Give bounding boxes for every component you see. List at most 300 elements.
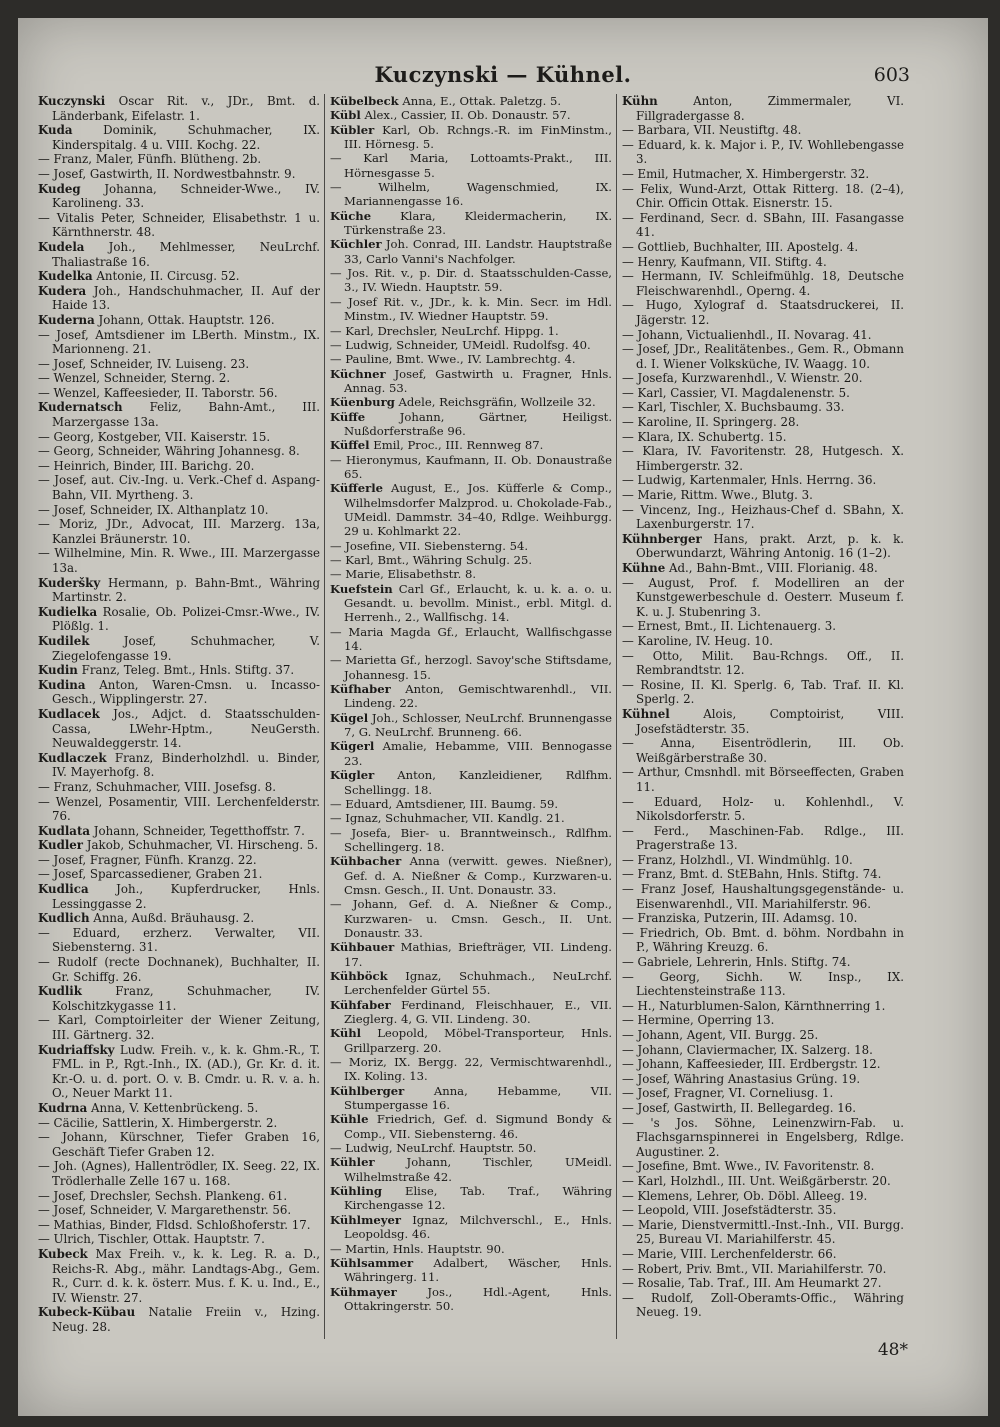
directory-entry <box>622 503 904 532</box>
entry-text: — Karoline, IV. Heug. 10. <box>622 633 774 648</box>
directory-entry <box>330 1242 612 1256</box>
directory-entry <box>330 1213 612 1242</box>
entry-text: — Johann, Claviermacher, IX. Salzerg. 18. <box>622 1042 873 1057</box>
entry-text: — Wenzel, Posamentir, VIII. Lerchenfelderstr. 76. <box>38 794 320 824</box>
directory-entry <box>330 711 612 740</box>
directory-entry <box>38 211 320 240</box>
entry-text: — Josef, Amtsdiener im LBerth. Minstm., IX. Marionneng. 21. <box>38 327 320 357</box>
entry-text: — Felix, Wund-Arzt, Ottak Ritterg. 18. (2–4), Chir. Officin Ottak. Eisnerstr. 15. <box>622 181 904 211</box>
directory-entry <box>38 444 320 459</box>
entry-text: — Ernest, Bmt., II. Lichtenauerg. 3. <box>622 619 837 634</box>
entry-surname: Kudielka <box>38 604 98 619</box>
directory-entry <box>330 1184 612 1213</box>
directory-entry <box>38 1247 320 1305</box>
entry-surname: Kudela <box>38 239 85 254</box>
directory-entry <box>38 576 320 605</box>
entry-text: Ignaz, Milchverschl., E., Hnls. Leopoldsg. 46. <box>344 1212 612 1242</box>
entry-text: — Friedrich, Ob. Bmt. d. böhm. Nordbahn in P., Währing Kreuzg. 6. <box>622 925 904 955</box>
directory-entry <box>622 795 904 824</box>
entry-text: Jos., Hdl.-Agent, Hnls. Ottakringerstr. 50. <box>344 1284 612 1313</box>
directory-entry <box>622 1291 904 1320</box>
directory-entry <box>38 838 320 853</box>
entry-text: Carl Gf., Erlaucht, k. u. k. a. o. u. Gesandt. u. bevollm. Minist., erbl. Mitgl. d. Herrenh., 2., Wallfischg. 14. <box>344 581 612 625</box>
entry-text: — Josef, aut. Civ.-Ing. u. Verk.-Chef d. Aspang-Bahn, VII. Myrtheng. 3. <box>38 473 320 503</box>
entry-text: Jakob, Schuhmacher, VI. Hirscheng. 5. <box>86 838 319 853</box>
entry-text: Emil, Proc., III. Rennweg 87. <box>373 438 544 453</box>
directory-entry <box>38 867 320 882</box>
entry-text: — Josef, Schneider, IX. Althanplatz 10. <box>38 502 269 517</box>
entry-text: — Karl Maria, Lottoamts-Prakt., III. Hörnesgasse 5. <box>330 151 612 180</box>
entry-text: — Josef, Fragner, VI. Corneliusg. 1. <box>622 1086 834 1101</box>
entry-text: Anton, Gemischtwarenhdl., VII. Lindeng. 22. <box>344 682 612 711</box>
entry-text: — Gabriele, Lehrerin, Hnls. Stiftg. 74. <box>622 955 851 970</box>
entry-text: Anna, E., Ottak. Paletzg. 5. <box>402 94 562 108</box>
entry-text: — Leopold, VIII. Josefstädterstr. 35. <box>622 1203 837 1218</box>
entry-text: Natalie Freiin v., Hzing. Neug. 28. <box>52 1305 320 1334</box>
entry-text: — Jos. Rit. v., p. Dir. d. Staatsschulden-Casse, 3., IV. Wiedn. Hauptstr. 59. <box>330 266 612 295</box>
directory-entry <box>330 582 612 625</box>
directory-entry <box>330 338 612 352</box>
entry-text: — Karl, Drechsler, NeuLrchf. Hippg. 1. <box>330 323 559 338</box>
entry-text: Anna, V. Kettenbrückeng. 5. <box>91 1100 259 1115</box>
directory-entry <box>330 1285 612 1314</box>
entry-text: — Josef, Drechsler, Sechsh. Plankeng. 61. <box>38 1188 288 1203</box>
entry-text: — Georg, Sichh. W. Insp., IX. Liechtensteinstraße 113. <box>622 969 904 999</box>
directory-entry <box>38 707 320 751</box>
entry-text: — Moriz, JDr., Advocat, III. Marzerg. 13a, Kanzlei Bräunerstr. 10. <box>38 517 320 546</box>
directory-entry <box>622 240 904 255</box>
entry-text: Joh., Kupferdrucker, Hnls. Lessinggasse 2. <box>52 882 320 911</box>
entry-text: — Johann, Kaffeesieder, III. Erdbergstr. 12. <box>622 1057 881 1072</box>
entry-surname: Küchner <box>330 366 386 381</box>
directory-entry <box>330 395 612 409</box>
entry-text: Anton, Waren-Cmsn. u. Incasso-Gesch., Wipplingerstr. 27. <box>52 677 320 707</box>
column-divider <box>324 94 325 1339</box>
directory-entry <box>330 567 612 581</box>
entry-text: — Josef, Gastwirth, II. Bellegardeg. 16. <box>622 1100 857 1115</box>
entry-text: — Marie, Rittm. Wwe., Blutg. 3. <box>622 488 813 503</box>
entry-text: — Marie, Elisabethstr. 8. <box>330 567 477 582</box>
entry-text: — Pauline, Bmt. Wwe., IV. Lambrechtg. 4. <box>330 352 576 367</box>
directory-entry <box>622 955 904 970</box>
entry-surname: Küenburg <box>330 395 395 410</box>
entry-text: — Arthur, Cmsnhdl. mit Börseeffecten, Graben 11. <box>622 765 904 794</box>
directory-entry <box>330 682 612 711</box>
directory-entry <box>330 481 612 538</box>
entry-text: — Josef, Fragner, Fünfh. Kranzg. 22. <box>38 852 257 867</box>
entry-surname: Küffel <box>330 438 370 453</box>
directory-entry <box>330 553 612 567</box>
entry-surname: Kühbacher <box>330 854 402 869</box>
directory-entry <box>330 897 612 940</box>
directory-entry <box>38 955 320 984</box>
entry-text: Josef, Gastwirth u. Fragner, Hnls. Annag. 53. <box>344 366 612 395</box>
directory-entry <box>330 123 612 152</box>
entry-text: Alex., Cassier, II. Ob. Donaustr. 57. <box>364 108 571 123</box>
entry-text: — Josefine, Bmt. Wwe., IV. Favoritenstr. 8. <box>622 1159 875 1174</box>
directory-entry <box>330 108 612 122</box>
directory-entry <box>38 853 320 868</box>
page-header <box>18 62 988 92</box>
entry-text: — Ludwig, Schneider, UMeidl. Rudolfsg. 40. <box>330 337 591 352</box>
entry-text: Hans, prakt. Arzt, p. k. k. Oberwundarzt, Währing Antonig. 16 (1–2). <box>636 531 904 561</box>
directory-entry <box>330 1055 612 1084</box>
directory-entry <box>38 1305 320 1334</box>
entry-text: — Franz, Bmt. d. StEBahn, Hnls. Stiftg. 74. <box>622 867 882 882</box>
entry-text: Johann, Schneider, Tegetthoffstr. 7. <box>93 823 305 838</box>
directory-entry <box>38 1043 320 1101</box>
entry-text: — Josefine, VII. Siebensterng. 54. <box>330 538 529 553</box>
entry-surname: Kühler <box>330 1155 375 1170</box>
directory-entry <box>330 739 612 768</box>
directory-entry <box>38 1189 320 1204</box>
directory-entry <box>38 284 320 313</box>
directory-entry <box>330 539 612 553</box>
entry-text: August, E., Jos. Küfferle & Comp., Wilhelmsdorfer Malzprod. u. Chokolade-Fab., UMeidl. Dammstr. 34–40, Rdlge. Weihburgg. 29 u. Kohlmarkt 22. <box>344 481 612 539</box>
directory-column-2 <box>330 94 612 1344</box>
entry-text: — Ulrich, Tischler, Ottak. Hauptstr. 7. <box>38 1232 265 1247</box>
entry-text: Elise, Tab. Traf., Währing Kirchengasse 12. <box>344 1184 612 1213</box>
entry-text: — Karl, Comptoirleiter der Wiener Zeitung, III. Gärtnerg. 32. <box>38 1013 320 1042</box>
entry-surname: Kudelka <box>38 269 93 284</box>
column-divider <box>616 94 617 1339</box>
directory-entry <box>622 1218 904 1247</box>
entry-surname: Kühbauer <box>330 940 395 955</box>
entry-surname: Kudilek <box>38 633 90 648</box>
directory-entry <box>622 1262 904 1277</box>
entry-text: Karl, Ob. Rchngs.-R. im FinMinstm., III. Hörnesg. 5. <box>344 122 612 152</box>
entry-text: — Josef, JDr., Realitätenbes., Gem. R., Obmann d. I. Wiener Volksküche, IV. Waagg. 10. <box>622 342 904 371</box>
directory-entry <box>330 266 612 295</box>
entry-text: Joh., Handschuhmacher, II. Auf der Haide 13. <box>52 283 320 313</box>
entry-surname: Kuczynski <box>38 94 106 108</box>
entry-text: — Anna, Eisentrödlerin, III. Ob. Weißgärberstraße 30. <box>622 736 904 765</box>
directory-entry <box>38 824 320 839</box>
entry-text: Johann, Gärtner, Heiligst. Nußdorferstraße 96. <box>344 409 612 438</box>
directory-entry <box>38 795 320 824</box>
directory-entry <box>38 634 320 663</box>
entry-surname: Kudernatsch <box>38 400 123 415</box>
directory-entry <box>622 1057 904 1072</box>
directory-entry <box>622 1116 904 1160</box>
entry-text: — Marietta Gf., herzogl. Savoy'sche Stiftsdame, Johannesg. 15. <box>330 653 612 682</box>
running-title: Kuczynski — Kühnel. <box>374 62 632 87</box>
entry-surname: Kudlata <box>38 823 91 838</box>
entry-surname: Kühnel <box>622 706 670 721</box>
directory-entry <box>622 926 904 955</box>
sheet-signature: 48* <box>877 1340 908 1360</box>
directory-entry <box>38 269 320 284</box>
directory-entry <box>622 123 904 138</box>
directory-entry <box>330 410 612 439</box>
entry-text: — Eduard, Holz- u. Kohlenhdl., V. Nikolsdorferstr. 5. <box>622 794 904 824</box>
entry-text: — Karl, Cassier, VI. Magdalenenstr. 5. <box>622 385 850 400</box>
directory-entry <box>38 386 320 401</box>
entry-text: Klara, Kleidermacherin, IX. Türkenstraße 23. <box>344 208 612 238</box>
entry-surname: Kühling <box>330 1184 383 1199</box>
entry-surname: Kübl <box>330 108 361 123</box>
entry-text: — Henry, Kaufmann, VII. Stiftg. 4. <box>622 254 827 269</box>
directory-page <box>18 18 988 1416</box>
entry-text: — Wenzel, Kaffeesieder, II. Taborstr. 56. <box>38 385 278 400</box>
entry-surname: Kügler <box>330 768 375 783</box>
entry-surname: Kudeg <box>38 181 81 196</box>
entry-text: — Martin, Hnls. Hauptstr. 90. <box>330 1241 505 1256</box>
entry-text: Adalbert, Wäscher, Hnls. Währingerg. 11. <box>344 1255 612 1285</box>
entry-surname: Kühle <box>330 1112 369 1127</box>
directory-entry <box>38 984 320 1013</box>
entry-text: — Barbara, VII. Neustiftg. 48. <box>622 123 802 138</box>
page-number: 603 <box>873 64 910 86</box>
entry-text: Ignaz, Schuhmach., NeuLrchf. Lerchenfelder Gürtel 55. <box>344 968 612 998</box>
entry-text: — Ignaz, Schuhmacher, VII. Kandlg. 21. <box>330 811 565 826</box>
directory-column-3 <box>622 94 904 1344</box>
entry-text: — Ludwig, Kartenmaler, Hnls. Herrng. 36. <box>622 473 877 488</box>
entry-text: Anton, Zimmermaler, VI. Fillgradergasse 8. <box>636 94 904 123</box>
directory-entry <box>38 1101 320 1116</box>
directory-entry <box>38 240 320 269</box>
directory-entry <box>38 663 320 678</box>
entry-text: — Wilhelmine, Min. R. Wwe., III. Marzergasse 13a. <box>38 546 320 575</box>
entry-text: Joh., Mehlmesser, NeuLrchf. Thaliastraße 16. <box>52 239 320 269</box>
directory-entry <box>38 167 320 182</box>
entry-text: — Marie, Dienstvermittl.-Inst.-Inh., VII. Burgg. 25, Bureau VI. Mariahilferstr. 45. <box>622 1217 904 1247</box>
directory-entry <box>330 826 612 855</box>
directory-entry <box>622 1101 904 1116</box>
directory-entry <box>38 152 320 167</box>
entry-text: — H., Naturblumen-Salon, Kärnthnerring 1. <box>622 998 886 1013</box>
entry-text: — August, Prof. f. Modelliren an der Kunstgewerbeschule d. Oesterr. Museum f. K. u. J. Stubenring 3. <box>622 575 904 619</box>
entry-text: Franz, Schuhmacher, IV. Kolschitzkygasse 11. <box>52 984 320 1013</box>
entry-surname: Kuda <box>38 123 73 138</box>
entry-surname: Kühböck <box>330 968 388 983</box>
directory-entry <box>330 998 612 1027</box>
directory-entry <box>622 1174 904 1189</box>
entry-text: — Franz Josef, Haushaltungsgegenstände- u. Eisenwarenhdl., VII. Mariahilferstr. 96. <box>622 882 904 911</box>
entry-text: — Maria Magda Gf., Erlaucht, Wallfischgasse 14. <box>330 624 612 654</box>
entry-surname: Kühnberger <box>622 531 702 546</box>
entry-text: Franz, Teleg. Bmt., Hnls. Stiftg. 37. <box>81 663 295 678</box>
entry-surname: Kühmayer <box>330 1284 397 1299</box>
entry-surname: Kühlberger <box>330 1083 405 1098</box>
directory-entry <box>622 1072 904 1087</box>
directory-entry <box>622 736 904 765</box>
entry-surname: Kuderšky <box>38 575 101 590</box>
directory-entry <box>38 503 320 518</box>
entry-surname: Kubeck-Kübau <box>38 1305 136 1320</box>
directory-entry <box>622 619 904 634</box>
directory-entry <box>622 853 904 868</box>
entry-surname: Kudlich <box>38 911 90 926</box>
entry-text: — Karl, Tischler, X. Buchsbaumg. 33. <box>622 400 845 415</box>
directory-entry <box>330 811 612 825</box>
entry-text: — Josef, Schneider, IV. Luiseng. 23. <box>38 356 250 371</box>
entry-surname: Kühlmeyer <box>330 1212 401 1227</box>
directory-entry <box>622 138 904 167</box>
entry-text: — Wenzel, Schneider, Sterng. 2. <box>38 371 231 386</box>
entry-text: — Eduard, erzherz. Verwalter, VII. Siebensterng. 31. <box>38 925 320 955</box>
directory-entry <box>38 1116 320 1131</box>
directory-entry <box>622 707 904 736</box>
entry-text: — Gottlieb, Buchhalter, III. Apostelg. 4. <box>622 239 859 254</box>
directory-entry <box>38 473 320 502</box>
entry-text: Jos., Adjct. d. Staatsschulden-Cassa, LWehr-Hptm., NeuGersth. Neuwaldeggerstr. 14. <box>52 706 320 751</box>
entry-surname: Kuderna <box>38 312 95 327</box>
entry-text: — Rudolf, Zoll-Oberamts-Offic., Währing Neueg. 19. <box>622 1290 904 1320</box>
entry-surname: Kudlaczek <box>38 750 107 765</box>
entry-text: Friedrich, Gef. d. Sigmund Bondy & Comp., VII. Siebensterng. 46. <box>344 1112 612 1141</box>
entry-text: — Georg, Schneider, Währing Johannesg. 8. <box>38 444 300 459</box>
directory-entry <box>330 438 612 452</box>
entry-text: Franz, Binderholzhdl. u. Binder, IV. Mayerhofg. 8. <box>52 750 320 780</box>
entry-text: — Johann, Kürschner, Tiefer Graben 16, Geschäft Tiefer Graben 12. <box>38 1130 320 1159</box>
directory-entry <box>330 969 612 998</box>
entry-surname: Kudrna <box>38 1100 88 1115</box>
entry-text: Amalie, Hebamme, VIII. Bennogasse 23. <box>344 739 612 768</box>
directory-entry <box>330 352 612 366</box>
directory-entry <box>622 1086 904 1101</box>
directory-entry <box>38 546 320 575</box>
directory-entry <box>622 649 904 678</box>
entry-text: — Klara, IX. Schubertg. 15. <box>622 429 787 444</box>
entry-text: — Josefa, Kurzwarenhdl., V. Wienstr. 20. <box>622 371 863 386</box>
entry-text: — Franz, Schuhmacher, VIII. Josefsg. 8. <box>38 779 277 794</box>
entry-surname: Kühn <box>622 94 658 108</box>
directory-entry <box>330 854 612 897</box>
entry-text: Joh. Conrad, III. Landstr. Hauptstraße 33, Carlo Vanni's Nachfolger. <box>344 237 612 266</box>
entry-surname: Kudlacek <box>38 706 100 721</box>
entry-text: Adele, Reichsgräfin, Wollzeile 32. <box>398 395 596 410</box>
entry-text: — Josef Rit. v., JDr., k. k. Min. Secr. im Hdl. Minstm., IV. Wiedner Hauptstr. 59. <box>330 294 612 324</box>
directory-entry <box>622 867 904 882</box>
entry-text: — Karl, Bmt., Währing Schulg. 25. <box>330 553 533 567</box>
directory-entry <box>622 970 904 999</box>
directory-entry <box>330 94 612 108</box>
entry-text: Rosalie, Ob. Polizei-Cmsr.-Wwe., IV. Plößlg. 1. <box>52 604 320 634</box>
entry-text: — Hugo, Xylograf d. Staatsdruckerei, II. Jägerstr. 12. <box>622 298 904 327</box>
entry-text: Anna, Außd. Bräuhausg. 2. <box>93 911 255 926</box>
entry-text: Josef, Schuhmacher, V. Ziegelofengasse 19. <box>52 633 320 663</box>
entry-text: — Cäcilie, Sattlerin, X. Himbergerstr. 2. <box>38 1115 278 1130</box>
entry-surname: Kühfaber <box>330 997 391 1012</box>
directory-entry <box>38 911 320 926</box>
entry-text: — Klemens, Lehrer, Ob. Döbl. Alleeg. 19. <box>622 1188 868 1203</box>
entry-text: Anna (verwitt. gewes. Nießner), Gef. d. A. Nießner & Comp., Kurzwaren-u. Cmsn. Gesch., II. Unt. Donaustr. 33. <box>344 854 612 897</box>
entry-surname: Kühlsammer <box>330 1255 414 1270</box>
directory-entry <box>38 1232 320 1247</box>
entry-text: Max Freih. v., k. k. Leg. R. a. D., Reichs-R. Abg., mähr. Landtags-Abg., Gem. R., Curr. d. k. k. österr. Mus. f. K. u. Ind., E., IV. Wienstr. 27. <box>52 1246 320 1305</box>
entry-text: Ad., Bahn-Bmt., VIII. Florianig. 48. <box>668 561 878 575</box>
directory-entry <box>38 1013 320 1042</box>
directory-entry <box>330 1256 612 1285</box>
entry-text: — Vitalis Peter, Schneider, Elisabethstr. 1 u. Kärnthnerstr. 48. <box>38 210 320 240</box>
directory-entry <box>330 180 612 209</box>
directory-entry <box>622 298 904 327</box>
directory-entry <box>622 911 904 926</box>
entry-surname: Kudin <box>38 663 78 678</box>
directory-entry <box>38 430 320 445</box>
entry-text: — Josef, Schneider, V. Margarethenstr. 56. <box>38 1203 292 1218</box>
directory-entry <box>38 517 320 546</box>
directory-entry <box>330 209 612 238</box>
entry-surname: Küfferle <box>330 481 384 496</box>
entry-text: — Otto, Milit. Bau-Rchngs. Off., II. Rembrandtstr. 12. <box>622 648 904 678</box>
directory-entry <box>622 824 904 853</box>
entry-text: Oscar Rit. v., JDr., Bmt. d. Länderbank, Eifelastr. 1. <box>52 94 320 123</box>
entry-text: — Franz, Holzhdl., VI. Windmühlg. 10. <box>622 852 853 867</box>
entry-text: Antonie, II. Circusg. 52. <box>96 269 240 284</box>
entry-surname: Kudlik <box>38 984 82 999</box>
directory-entry <box>330 295 612 324</box>
directory-entry <box>330 1141 612 1155</box>
entry-text: Anton, Kanzleidiener, Rdlfhm. Schellingg. 18. <box>344 768 612 797</box>
entry-text: Johann, Tischler, UMeidl. Wilhelmstraße 42. <box>344 1155 612 1184</box>
entry-text: — Emil, Hutmacher, X. Himbergerstr. 32. <box>622 166 870 181</box>
directory-entry <box>622 1013 904 1028</box>
directory-entry <box>622 342 904 371</box>
directory-entry <box>622 576 904 620</box>
entry-text: — Eduard, k. k. Major i. P., IV. Wohllebengasse 3. <box>622 137 904 167</box>
directory-entry <box>38 94 320 123</box>
directory-entry <box>622 255 904 270</box>
directory-entry <box>622 371 904 386</box>
directory-entry <box>38 605 320 634</box>
entry-text: — Klara, IV. Favoritenstr. 28, Hutgesch. X. Himbergerstr. 32. <box>622 444 904 473</box>
entry-text: — Rosalie, Tab. Traf., III. Am Heumarkt 27. <box>622 1276 882 1291</box>
entry-surname: Kudlica <box>38 882 89 897</box>
directory-entry <box>330 237 612 266</box>
entry-text: Johann, Ottak. Hauptstr. 126. <box>98 312 275 327</box>
entry-text: — Vincenz, Ing., Heizhaus-Chef d. SBahn, X. Laxenburgerstr. 17. <box>622 502 904 532</box>
directory-entry <box>38 882 320 911</box>
entry-text: — Hieronymus, Kaufmann, II. Ob. Donaustraße 65. <box>330 452 612 481</box>
directory-entry <box>622 415 904 430</box>
entry-text: — Josef, Sparcassediener, Graben 21. <box>38 867 263 882</box>
directory-entry <box>38 123 320 152</box>
entry-text: Leopold, Möbel-Transporteur, Hnls. Grillparzerg. 20. <box>344 1026 612 1055</box>
entry-text: — Ferdinand, Secr. d. SBahn, III. Fasangasse 41. <box>622 210 904 240</box>
entry-surname: Kuefstein <box>330 581 393 596</box>
entry-text: — Josef, Gastwirth, II. Nordwestbahnstr. 9. <box>38 166 296 181</box>
entry-text: — Johann, Agent, VII. Burgg. 25. <box>622 1028 819 1042</box>
directory-entry <box>622 444 904 473</box>
entry-text: — Ludwig, NeuLrchf. Hauptstr. 50. <box>330 1141 537 1156</box>
entry-surname: Kübelbeck <box>330 94 399 108</box>
directory-entry <box>330 940 612 969</box>
directory-entry <box>622 94 904 123</box>
entry-surname: Küfhaber <box>330 682 391 697</box>
entry-text: — Karoline, II. Springerg. 28. <box>622 415 800 430</box>
directory-entry <box>622 328 904 343</box>
entry-text: — Joh. (Agnes), Hallentrödler, IX. Seeg. 22, IX. Trödlerhalle Zelle 167 u. 168. <box>38 1159 320 1188</box>
entry-surname: Kügerl <box>330 739 375 754</box>
directory-entry <box>38 926 320 955</box>
directory-entry <box>622 488 904 503</box>
directory-entry <box>330 625 612 654</box>
directory-entry <box>622 1028 904 1043</box>
directory-entry <box>38 1218 320 1233</box>
directory-entry <box>38 678 320 707</box>
entry-surname: Küffe <box>330 409 366 424</box>
entry-text: — Josefa, Bier- u. Branntweinsch., Rdlfhm. Schellingerg. 18. <box>330 825 612 854</box>
directory-entry <box>330 324 612 338</box>
directory-entry <box>330 151 612 180</box>
entry-text: — 's Jos. Söhne, Leinenzwirn-Fab. u. Flachsgarnspinnerei in Engelsberg, Rdlge. Augustiner. 2. <box>622 1115 904 1159</box>
entry-text: Joh., Schlosser, NeuLrchf. Brunnengasse 7, G. NeuLrchf. Brunneng. 66. <box>344 710 612 740</box>
directory-entry <box>330 1084 612 1113</box>
directory-entry <box>622 532 904 561</box>
directory-entry <box>38 1130 320 1159</box>
